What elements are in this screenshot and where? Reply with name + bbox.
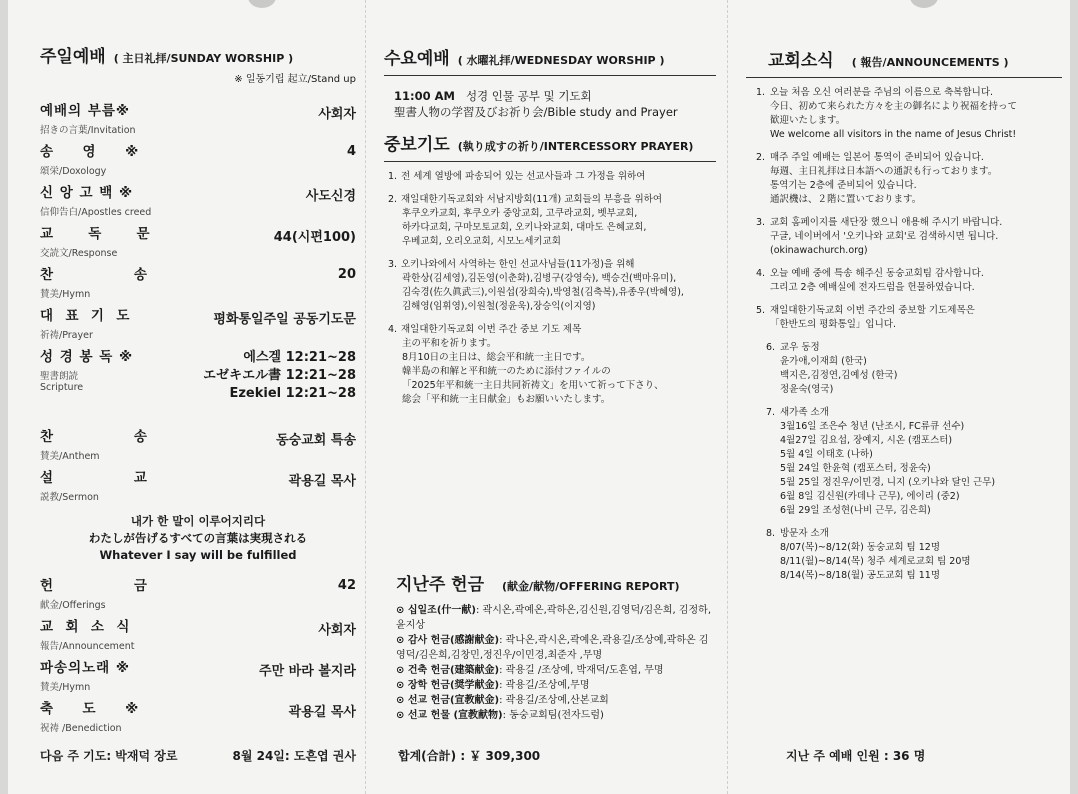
item-title: 설 교 (40, 470, 148, 486)
wednesday-time: 11:00 AM (394, 89, 455, 103)
announcement-heading: 새가족 소개 (780, 407, 829, 418)
announcement-item (756, 216, 1062, 258)
item-subtitle: 賛美/Hymn (40, 289, 91, 300)
announcement-number: 5. (756, 305, 766, 316)
announcement-line: 윤가애,이재희 (한국) (780, 356, 867, 367)
bulletin-page (8, 0, 1070, 794)
announcement-line: 4월27일 김요섭, 장예지, 시온 (캠포스터) (780, 435, 953, 446)
announcement-line: 통역기는 2층에 준비되어 있습니다. (770, 180, 917, 191)
announcement-item (756, 86, 1062, 142)
item-subtitle: 賛美/Hymn (40, 682, 91, 693)
offering-names: : 곽용길/조상예,무명 (499, 680, 590, 691)
offering-label: ⊙ 감사 헌금(感謝献金) (396, 635, 500, 646)
item-value: 곽용길 목사 (288, 474, 356, 489)
fold-line (365, 0, 366, 794)
announcement-line: 매주 주일 예배는 일본어 통역이 준비되어 있습니다. (770, 152, 984, 163)
announcement-item (756, 304, 1062, 332)
prayer-text: 오키나와에서 사역하는 한인 선교사님들(11가정)을 위해 (401, 259, 635, 270)
item-value: 평화통일주일 공동기도문 (213, 312, 356, 327)
attendance: 지난 주 예배 인원 : 36 명 (786, 749, 926, 763)
order-of-worship (40, 99, 356, 738)
announcement-line: 정윤숙(영국) (780, 384, 834, 395)
prayer-item (388, 258, 712, 314)
item-subtitle: 聖書朗読 (40, 371, 79, 382)
item-title: 축 도 ※ (40, 701, 140, 717)
wednesday-column (384, 0, 716, 794)
scripture-ref: エゼキエル書 12:21~28 (203, 368, 356, 383)
offering-item (396, 693, 716, 708)
prayer-detail: 김해영(임휘영),이원철(정윤욱),장승익(이지영) (402, 301, 596, 312)
prayer-item (388, 193, 712, 249)
offering-item (396, 708, 716, 723)
announcement-line: 8/14(목)~8/18(월) 공도교회 팀 11명 (780, 570, 941, 581)
worship-item (40, 615, 356, 656)
section-subtitle: ( 水曜礼拝/WEDNESDAY WORSHIP ) (457, 54, 665, 67)
offering-item (396, 663, 716, 678)
item-subtitle: 頌栄/Doxology (40, 166, 107, 177)
next-week-footer (40, 747, 356, 764)
offering-names: : 곽나온,곽시온,곽예온,곽용길/조상예,곽하온 김영덕/김은희,김창민,정진우/이민경,최준자 ,무명 (396, 635, 709, 661)
quote-line: わたしが告げるすべての言葉は実現される (88, 531, 308, 545)
offering-label: ⊙ 건축 헌금(建築献金) (396, 665, 500, 676)
announcements-column (746, 0, 1062, 794)
item-value: 사회자 (318, 107, 356, 122)
announcement-item (756, 341, 1062, 397)
item-title: 찬 송 (40, 429, 148, 445)
prayer-detail: 김숙경(佐久眞武三),이원섭(장희숙),박영철(김축복),유종우(박혜영), (402, 287, 684, 298)
item-title: 신 앙 고 백 ※ (40, 185, 134, 201)
offering-total: 합계(合計) : ￥ 309,300 (398, 749, 541, 763)
announcement-line: 구글, 네이버에서 '오키나와 교회'로 검색하시면 됩니다. (770, 231, 999, 242)
scripture-refs (203, 349, 356, 403)
sermon-quote (40, 513, 356, 564)
prayer-detail: 「2025年平和統一主日共同祈祷文」を用いて祈って下さり、 (402, 380, 664, 391)
scripture-item (40, 345, 356, 425)
worship-item (40, 181, 356, 222)
announcement-line: 3월16일 조은수 청년 (난조시, FC류큐 선수) (780, 421, 965, 432)
wednesday-desc: 성경 인물 공부 및 기도회 (465, 89, 592, 103)
quote-line: Whatever I say will be fulfilled (99, 548, 297, 562)
announcement-list (746, 78, 1062, 583)
worship-item (40, 697, 356, 738)
item-value: 주만 바라 볼지라 (259, 664, 356, 679)
prayer-detail: 総会「平和統一主日献金」もお願いいたします。 (402, 394, 611, 405)
announcement-line: 通訳機は、２階に置いております。 (770, 194, 922, 205)
section-subtitle: (献金/献物/OFFERING REPORT) (502, 580, 680, 593)
announcement-line: 5월 24일 한윤혁 (캠포스터, 정윤숙) (780, 463, 931, 474)
item-value: 사회자 (318, 623, 356, 638)
section-title: 교회소식 (768, 51, 834, 71)
announcement-number: 7. (766, 407, 776, 418)
sunday-worship-column (40, 0, 356, 794)
worship-item (40, 656, 356, 697)
prayer-item (388, 170, 712, 184)
quote-line: 내가 한 말이 이루어지리다 (130, 514, 266, 528)
offering-names: : 곽용길 /조상예, 박재덕/도흔엽, 무명 (499, 665, 664, 676)
item-title: 예배의 부름※ (40, 103, 131, 119)
worship-item (40, 99, 356, 140)
item-subtitle: 説教/Sermon (40, 492, 99, 503)
prayer-text: 전 세계 열방에 파송되어 있는 선교사들과 그 가정을 위하여 (401, 171, 646, 182)
item-subtitle: 招きの言葉/Invitation (40, 125, 136, 136)
item-value: 동숭교회 특송 (276, 433, 356, 448)
wednesday-desc-jp: 聖書人物の学習及びお祈り会/Bible study and Prayer (394, 105, 678, 119)
worship-item (40, 425, 356, 466)
announcement-number: 3. (756, 217, 766, 228)
section-title: 수요예배 (384, 49, 450, 69)
announcement-number: 8. (766, 528, 776, 539)
sunday-worship-header (40, 42, 356, 67)
announcements-header (746, 0, 1062, 78)
offering-header (396, 570, 716, 595)
prayer-number: 3. (388, 259, 398, 270)
worship-item (40, 304, 356, 345)
announcement-heading: 교우 동정 (780, 342, 820, 353)
announcement-line: 오늘 처음 오신 여러분을 주님의 이름으로 축복합니다. (770, 87, 994, 98)
announcement-line: We welcome all visitors in the name of Jesus Christ! (770, 129, 1017, 140)
item-subtitle: 交読文/Response (40, 248, 118, 259)
announcement-line: 8/11(월)~8/14(목) 청주 세계로교회 팀 20명 (780, 556, 971, 567)
announcement-number: 6. (766, 342, 776, 353)
item-subtitle: 祝祷 /Benediction (40, 723, 122, 734)
announcement-item (756, 267, 1062, 295)
item-subtitle: 報告/Announcement (40, 641, 135, 652)
item-subtitle: 献金/Offerings (40, 600, 106, 611)
announcement-number: 1. (756, 87, 766, 98)
worship-item (40, 263, 356, 304)
announcement-line: 5월 25일 정진우/이민경, 니지 (오키나와 달인 근무) (780, 477, 996, 488)
prayer-text: 재일대한기독교회 이번 주간 중보 기도 제목 (401, 324, 582, 335)
prayer-detail: 韓半島の和解と平和統一のために添付ファイルの (402, 366, 611, 377)
announcement-line: 그리고 2층 예배실에 전자드럼을 헌물하였습니다. (770, 282, 975, 293)
item-title: 송 영 ※ (40, 144, 140, 160)
section-subtitle: ( 主日礼拝/SUNDAY WORSHIP ) (113, 52, 294, 65)
item-title: 헌 금 (40, 578, 148, 594)
announcement-number: 4. (756, 268, 766, 279)
announcement-heading: 방문자 소개 (780, 528, 829, 539)
offering-label: ⊙ 십일조(什一献) (396, 605, 476, 616)
prayer-item (388, 323, 712, 407)
prayer-detail: 곽한상(김세영),김돈영(이춘화),김병구(강영숙), 백승건(백마유미), (402, 273, 677, 284)
item-value: 44(시편100) (273, 230, 356, 245)
prayer-detail: 하카다교회, 구마모토교회, 오키나와교회, 대마도 은혜교회, (402, 222, 647, 233)
offering-item (396, 678, 716, 693)
item-value: 곽용길 목사 (288, 705, 356, 720)
section-title: 중보기도 (384, 135, 450, 155)
announcement-line: (okinawachurch.org) (770, 245, 868, 256)
scripture-ref: Ezekiel 12:21~28 (229, 386, 356, 401)
offering-names: : 곽시온,곽예온,곽하온,김신원,김영덕/김은희, 김정하,윤지상 (396, 605, 712, 631)
section-title: 지난주 헌금 (396, 575, 485, 595)
prayer-detail: 8月10日の主日は、総会平和統一主日です。 (402, 352, 591, 363)
wednesday-header (384, 0, 716, 76)
item-subtitle: 祈祷/Prayer (40, 330, 93, 341)
offering-label: ⊙ 선교 헌금(宣教献金) (396, 695, 500, 706)
prayer-number: 2. (388, 194, 398, 205)
prayer-detail: 후쿠오카교회, 후쿠오카 중앙교회, 고쿠라교회, 벳부교회, (402, 208, 638, 219)
offering-item (396, 633, 716, 663)
item-subtitle-en: Scripture (40, 382, 84, 393)
worship-item (40, 222, 356, 263)
announcement-line: 재일대한기독교회 이번 주간의 중보할 기도제목은 (770, 305, 975, 316)
item-title: 대 표 기 도 (40, 308, 131, 324)
announcement-line: 5월 4일 이태호 (나하) (780, 449, 873, 460)
prayer-number: 4. (388, 324, 398, 335)
aug24-prayer: 8월 24일: 도흔엽 권사 (232, 749, 356, 763)
offering-item (396, 603, 716, 633)
intercessory-header (384, 128, 716, 162)
prayer-number: 1. (388, 171, 398, 182)
offering-label: ⊙ 선교 헌물 (宣教献物) (396, 710, 503, 721)
announcement-item (756, 527, 1062, 583)
announcement-line: 毎週、主日礼拝は日本語への通訳も行っております。 (770, 166, 998, 177)
prayer-detail: 主の平和を祈ります。 (402, 338, 497, 349)
wednesday-schedule (384, 76, 716, 128)
announcement-line: 교회 홈페이지를 새단장 했으니 애용해 주시기 바랍니다. (770, 217, 1003, 228)
prayer-detail: 우베교회, 오리오교회, 시모노세키교회 (402, 236, 561, 247)
offering-names: : 동숭교회팀(전자드럼) (502, 710, 604, 721)
item-title: 파송의노래 ※ (40, 660, 131, 676)
announcement-line: 6월 8일 김신원(카데나 근무), 에이리 (중2) (780, 491, 960, 502)
prayer-list (384, 162, 716, 407)
scripture-ref: 에스겔 12:21~28 (243, 350, 356, 365)
item-title: 찬 송 (40, 267, 148, 283)
item-title: 성 경 봉 독 ※ (40, 349, 134, 365)
worship-item (40, 140, 356, 181)
announcement-line: 오늘 예배 중에 특송 해주신 동숭교회팀 감사합니다. (770, 268, 984, 279)
item-value: 20 (337, 267, 356, 282)
item-subtitle: 賛美/Anthem (40, 451, 100, 462)
prayer-text: 재일대한기독교회와 서남지방회(11개) 교회들의 부흥을 위하여 (401, 194, 663, 205)
worship-item (40, 574, 356, 615)
item-subtitle: 信仰告白/Apostles creed (40, 207, 152, 218)
announcement-item (756, 406, 1062, 518)
item-value: 4 (346, 144, 356, 159)
standup-note: ※ 일동기립 起立/Stand up (234, 74, 356, 85)
announcement-item (756, 151, 1062, 207)
item-title: 교 독 문 (40, 226, 151, 242)
announcement-number: 2. (756, 152, 766, 163)
next-prayer: 다음 주 기도: 박재덕 장로 (40, 749, 178, 763)
announcement-line: 8/07(목)~8/12(화) 동숭교회 팀 12명 (780, 542, 941, 553)
announcement-line: 歓迎いたします。 (770, 115, 846, 126)
offering-label: ⊙ 장학 헌금(奨学献金) (396, 680, 500, 691)
announcement-line: 백지은,김정연,김예성 (한국) (780, 370, 898, 381)
item-title: 교 회 소 식 (40, 619, 131, 635)
item-value: 42 (337, 578, 356, 593)
section-subtitle: (執り成すの祈り/INTERCESSORY PRAYER) (457, 140, 694, 153)
announcement-line: 「한반도의 평화통일」입니다. (770, 319, 896, 330)
fold-line (727, 0, 728, 794)
announcement-line: 6월 29일 조성현(나비 근무, 김은희) (780, 505, 931, 516)
offering-names: : 곽용길/조상예,산본교회 (499, 695, 609, 706)
worship-item (40, 466, 356, 507)
announcement-line: 今日、初めて来られた方々を主の御名により祝福を持って (770, 101, 1018, 112)
item-value: 사도신경 (305, 189, 356, 204)
section-subtitle: ( 報告/ANNOUNCEMENTS ) (851, 56, 1009, 69)
offering-list (396, 603, 716, 723)
section-title: 주일예배 (40, 47, 106, 67)
offering-section (396, 570, 716, 723)
